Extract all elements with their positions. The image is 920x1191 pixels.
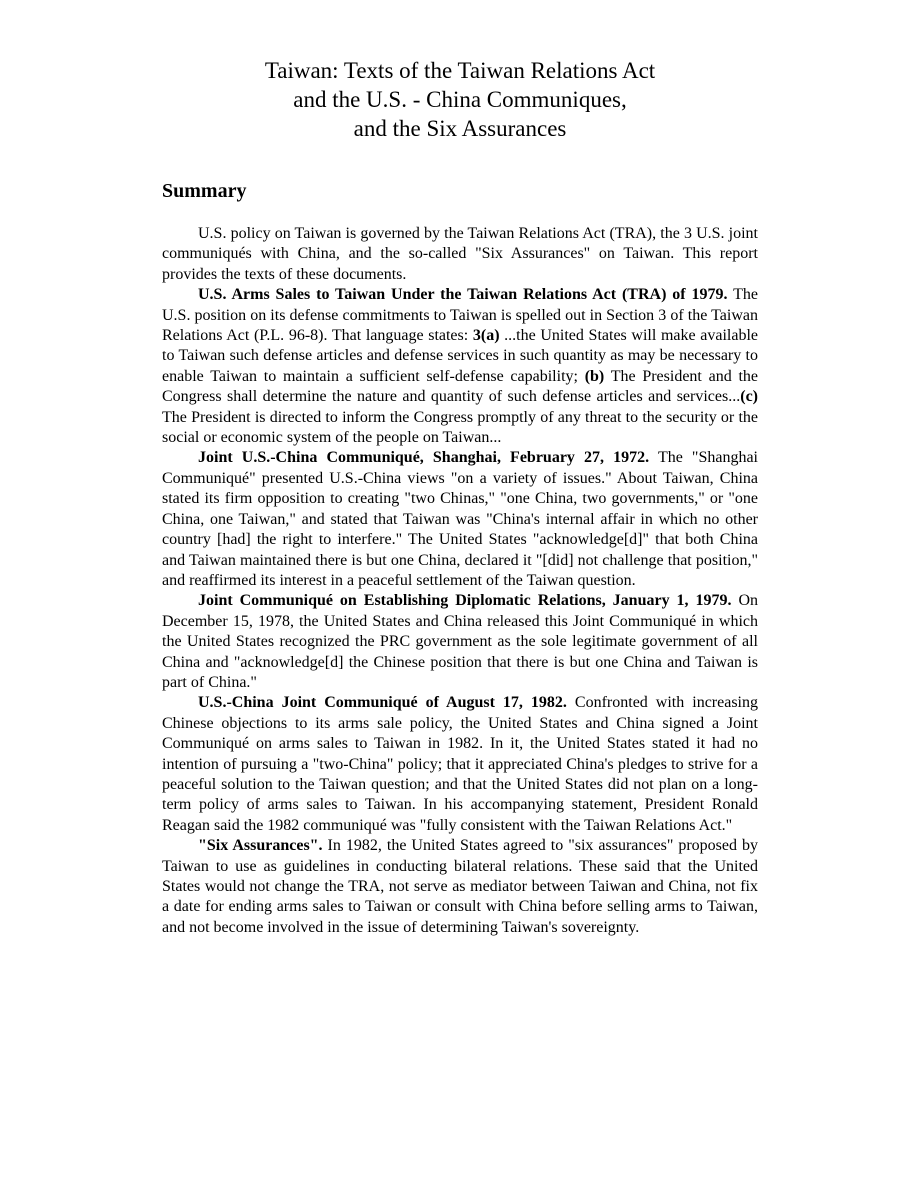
paragraph-text: Confronted with increasing Chinese objections to its arms sale policy, the United States and China signed a Joint Communiqué on arms sales to Taiwan in 1982. In it, the United States stated it had no intention of pursuing a "two-China" policy; that it appreciated China's pledges to strive for a peaceful solution to the Taiwan question; and that the United States did not plan on a long-term policy of arms sales to Taiwan. In his accompanying statement, President Ronald Reagan said the 1982 communiqué was "fully consistent with the Taiwan Relations Act." (162, 694, 758, 834)
title-line-2: and the U.S. - China Communiques, (293, 87, 627, 112)
title-line-3: and the Six Assurances (353, 116, 567, 141)
paragraph-intro (162, 224, 758, 285)
clause-marker: 3(a) (472, 327, 500, 345)
paragraph-text: ...the United States will make available to Taiwan such defense articles and defense services in such quantity as may be necessary to enable Taiwan to maintain a sufficient self-defense capability; (162, 327, 759, 385)
paragraph-text: The U.S. position on its defense commitments to Taiwan is spelled out in Section 3 of the Taiwan Relations Act (P.L. 96-8). That language states: (162, 286, 758, 345)
paragraph-text: The President is directed to inform the Congress promptly of any threat to the security or the social or economic system of the people on Taiwan... (162, 408, 758, 447)
document-title (0, 56, 920, 143)
clause-marker: (b) (584, 367, 605, 385)
paragraph-shanghai-communique (162, 448, 758, 591)
paragraph-text: In 1982, the United States agreed to "six assurances" proposed by Taiwan to use as guidelines in conducting bilateral relations. These said that the United States would not change the TRA, not serve as mediator between Taiwan and China, not fix a date for ending arms sales to Taiwan or consult with China before selling arms to Taiwan, and not become involved in the issue of determining Taiwan's sovereignty. (162, 837, 758, 936)
clause-marker: (c) (740, 388, 758, 406)
section-heading-summary: Summary (162, 180, 247, 202)
paragraph-text: The "Shanghai Communiqué" presented U.S.-China views "on a variety of issues." About Taiwan, China stated its firm opposition to creating "two Chinas," "one China, two governments," or "one China, one Taiwan," and stated that Taiwan was "China's internal affair in which no other country [had] the right to interfere." The United States "acknowledge[d]" that both China and Taiwan maintained there is but one China, declared it "[did] not challenge that position," and reaffirmed its interest in a peaceful settlement of the Taiwan question. (162, 449, 758, 589)
paragraph-lead: Joint U.S.-China Communiqué, Shanghai, February 27, 1972. (198, 449, 650, 467)
paragraph-lead: U.S. Arms Sales to Taiwan Under the Taiwan Relations Act (TRA) of 1979. (198, 286, 728, 304)
paragraph-diplomatic-relations (162, 591, 758, 693)
paragraph-text: On December 15, 1978, the United States and China released this Joint Communiqué in which the United States recognized the PRC government as the sole legitimate government of all China and "acknowledge[d] the Chinese position that there is but one China and Taiwan is part of China." (162, 592, 758, 691)
paragraph-text: U.S. policy on Taiwan is governed by the Taiwan Relations Act (TRA), the 3 U.S. joint communiqués with China, and the so-called "Six Assurances" on Taiwan. This report provides the texts of these documents. (162, 225, 758, 283)
title-line-1: Taiwan: Texts of the Taiwan Relations Act (264, 58, 656, 83)
paragraph-text: The President and the Congress shall determine the nature and quantity of such defense articles and services... (162, 367, 758, 406)
paragraph-lead: Joint Communiqué on Establishing Diplomatic Relations, January 1, 1979. (198, 592, 732, 610)
summary-body (162, 224, 758, 938)
paragraph-six-assurances (162, 836, 758, 938)
paragraph-lead: U.S.-China Joint Communiqué of August 17, 1982. (198, 694, 567, 712)
paragraph-1982-communique (162, 693, 758, 836)
paragraph-lead: "Six Assurances". (198, 837, 323, 855)
paragraph-arms-sales (162, 285, 758, 448)
